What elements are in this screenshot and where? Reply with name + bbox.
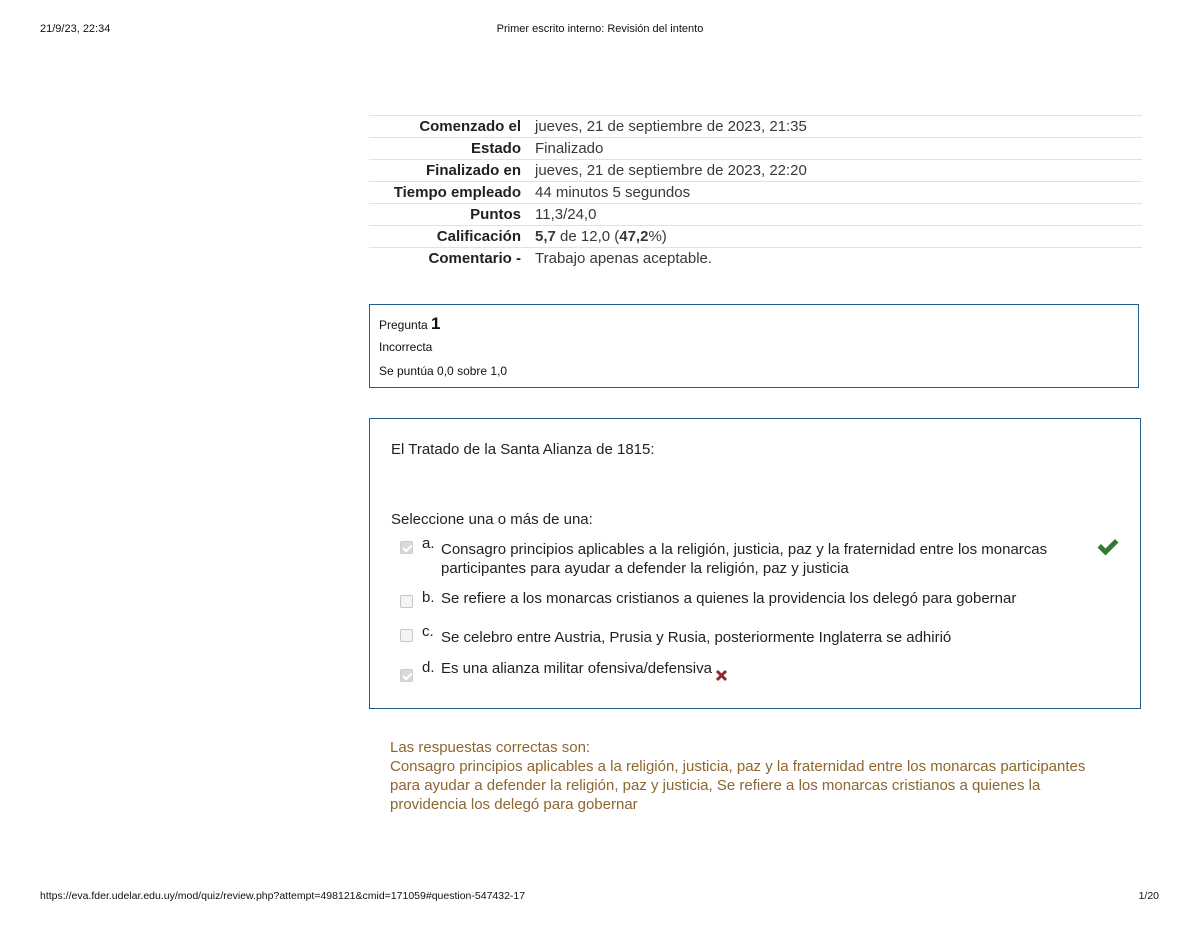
summary-value: Trabajo apenas aceptable. <box>535 250 713 267</box>
summary-label: Comentario - <box>428 250 521 267</box>
grade-percent-suffix: %) <box>648 228 667 245</box>
answer-letter: c. <box>422 623 434 640</box>
summary-row-state <box>369 138 1142 160</box>
answer-text: Se refiere a los monarcas cristianos a quienes la providencia los delegó para gobernar <box>441 590 1017 607</box>
summary-row-comment <box>369 248 1142 270</box>
summary-label: Tiempo empleado <box>393 184 521 201</box>
answer-option-a <box>400 537 1081 578</box>
summary-label: Estado <box>470 140 521 157</box>
feedback-heading: Las respuestas correctas son: <box>390 739 591 756</box>
summary-label: Comenzado el <box>419 118 521 135</box>
question-state: Incorrecta <box>379 340 433 354</box>
question-info-box <box>369 304 1139 388</box>
answer-text <box>441 540 1081 578</box>
summary-label: Calificación <box>436 228 521 245</box>
answer-option-b <box>400 591 1081 608</box>
summary-value: Finalizado <box>535 140 604 157</box>
attempt-summary-table <box>369 115 1142 269</box>
question-grade: Se puntúa 0,0 sobre 1,0 <box>379 364 508 378</box>
print-footer-url: https://eva.fder.udelar.edu.uy/mod/quiz/review.php?attempt=498121&cmid=171059#question-547432-17 <box>40 890 526 902</box>
summary-row-finished <box>369 160 1142 182</box>
cross-icon <box>715 668 728 687</box>
grade-out-of: de 12,0 ( <box>555 228 620 245</box>
summary-row-grade <box>369 226 1142 248</box>
summary-value: jueves, 21 de septiembre de 2023, 21:35 <box>535 118 807 135</box>
print-header-datetime: 21/9/23, 22:34 <box>40 23 111 35</box>
answer-text: Se celebro entre Austria, Prusia y Rusia, posteriormente Inglaterra se adhirió <box>441 629 952 646</box>
answer-text <box>441 659 728 687</box>
question-label: Pregunta <box>379 318 428 332</box>
summary-label: Puntos <box>470 206 521 223</box>
answer-option-c <box>400 625 1081 647</box>
summary-value <box>529 226 1142 248</box>
answer-text-label: Es una alianza militar ofensiva/defensiva <box>441 660 712 677</box>
summary-row-marks <box>369 204 1142 226</box>
answer-option-d <box>400 659 728 687</box>
question-content-box <box>369 418 1141 709</box>
check-icon <box>1096 537 1120 560</box>
answer-prompt: Seleccione una o más de una: <box>391 511 593 528</box>
question-number-line <box>379 313 1129 335</box>
answer-checkbox-checked[interactable] <box>400 541 413 554</box>
answer-letter: a. <box>422 535 435 552</box>
feedback-text: Consagro principios aplicables a la religión, justicia, paz y la fraternidad entre los monarcas participantes para ayudar a defender la religión, paz y justicia, Se refiere a los monarcas cristianos a quienes la providencia los delegó para gobernar <box>390 758 1086 813</box>
summary-label: Finalizado en <box>425 162 521 179</box>
print-header-title: Primer escrito interno: Revisión del intento <box>496 23 704 35</box>
answer-letter: b. <box>422 589 435 606</box>
correct-answers-feedback <box>390 738 1110 814</box>
answer-checkbox[interactable] <box>400 595 413 608</box>
answer-letter: d. <box>422 659 435 676</box>
summary-value: 44 minutos 5 segundos <box>535 184 691 201</box>
summary-row-started <box>369 116 1142 138</box>
answer-text-label: Consagro principios aplicables a la religión, justicia, paz y la fraternidad entre los monarcas participantes para ayudar a defender la religión, paz y justicia <box>441 541 1048 577</box>
question-text: El Tratado de la Santa Alianza de 1815: <box>391 441 655 458</box>
question-number: 1 <box>431 314 441 333</box>
grade-value: 5,7 <box>535 228 556 245</box>
answer-checkbox-checked[interactable] <box>400 669 413 682</box>
summary-value: 11,3/24,0 <box>535 206 597 223</box>
grade-percent: 47,2 <box>619 228 649 245</box>
answer-checkbox[interactable] <box>400 629 413 642</box>
summary-row-time-taken <box>369 182 1142 204</box>
summary-value: jueves, 21 de septiembre de 2023, 22:20 <box>535 162 807 179</box>
print-footer-page: 1/20 <box>1138 890 1159 902</box>
